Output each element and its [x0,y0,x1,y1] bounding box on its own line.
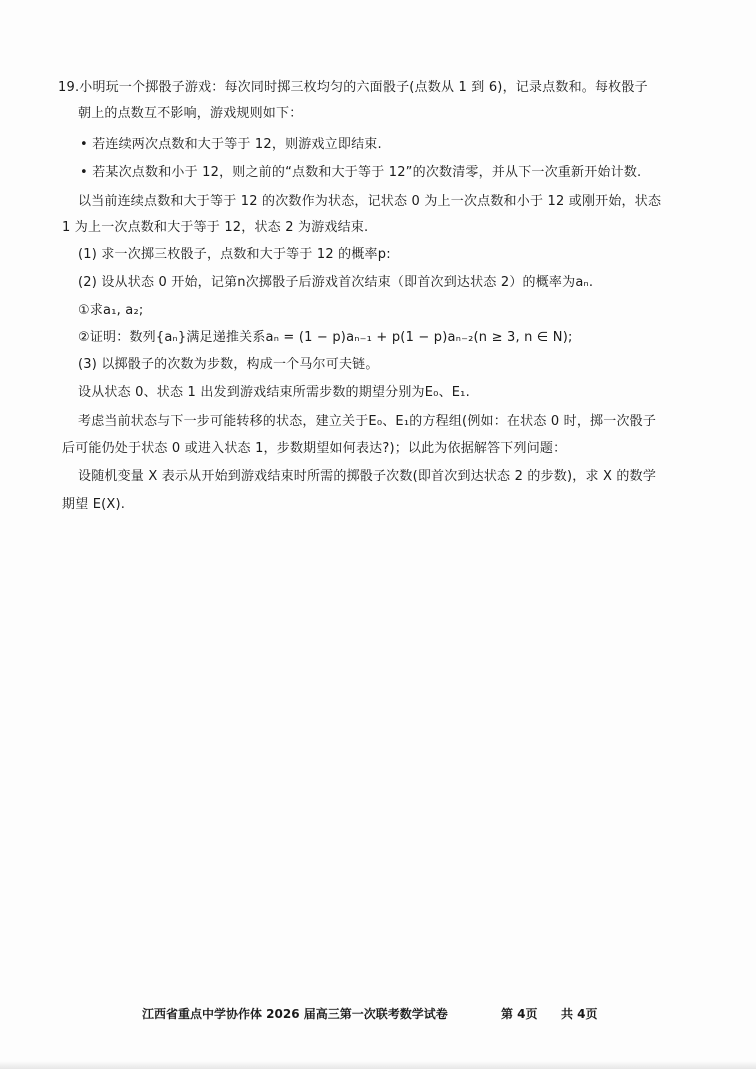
question-3-line-4: 后可能仍处于状态 0 或进入状态 1，步数期望如何表达?)；以此为依据解答下列问题： [62,441,567,456]
question-2-part-1: ①求a₁, a₂; [78,303,144,318]
footer-total-pages: 共 4页 [561,1007,598,1021]
question-3-line-5: 设随机变量 X 表示从开始到游戏结束时所需的掷骰子次数(即首次到达状态 2 的步数)，求 X 的数学 [78,469,657,484]
question-2-part-2: ②证明：数列{aₙ}满足递推关系aₙ = (1 − p)aₙ₋₁ + p(1 − p)aₙ₋₂(n ≥ 3, n ∈ N); [78,330,573,345]
footer-exam-title: 江西省重点中学协作体 2026 届高三第一次联考数学试卷 [142,1007,448,1021]
scan-edge-shadow [0,1061,756,1069]
state-definition-line-2: 1 为上一次点数和大于等于 12，状态 2 为游戏结束. [62,220,369,235]
problem-line-2: 朝上的点数互不影响，游戏规则如下： [78,106,303,121]
question-3-line-2: 设从状态 0、状态 1 出发到游戏结束所需步数的期望分别为E₀、E₁. [78,385,470,400]
question-3-line-3: 考虑当前状态与下一步可能转移的状态，建立关于E₀、E₁的方程组(例如：在状态 0 时，掷一次骰子 [78,414,657,429]
rule-1: • 若连续两次点数和大于等于 12，则游戏立即结束. [80,137,382,152]
problem-line-1: 19.小明玩一个掷骰子游戏：每次同时掷三枚均匀的六面骰子(点数从 1 到 6)，记录点数和。每枚骰子 [58,80,648,95]
question-2: (2) 设从状态 0 开始，记第n次掷骰子后游戏首次结束（即首次到达状态 2）的概率为aₙ. [78,275,594,290]
rule-2: • 若某次点数和小于 12，则之前的“点数和大于等于 12”的次数清零，并从下一次重新开始计数. [80,165,642,180]
footer-page-number: 第 4页 [501,1007,538,1021]
question-3: (3) 以掷骰子的次数为步数，构成一个马尔可夫链。 [78,357,379,372]
state-definition-line-1: 以当前连续点数和大于等于 12 的次数作为状态，记状态 0 为上一次点数和小于 12 或刚开始，状态 [78,194,662,209]
problem-number: 19. [58,80,80,95]
question-1: (1) 求一次掷三枚骰子，点数和大于等于 12 的概率p: [78,247,391,262]
question-3-line-6: 期望 E(X). [62,497,126,512]
